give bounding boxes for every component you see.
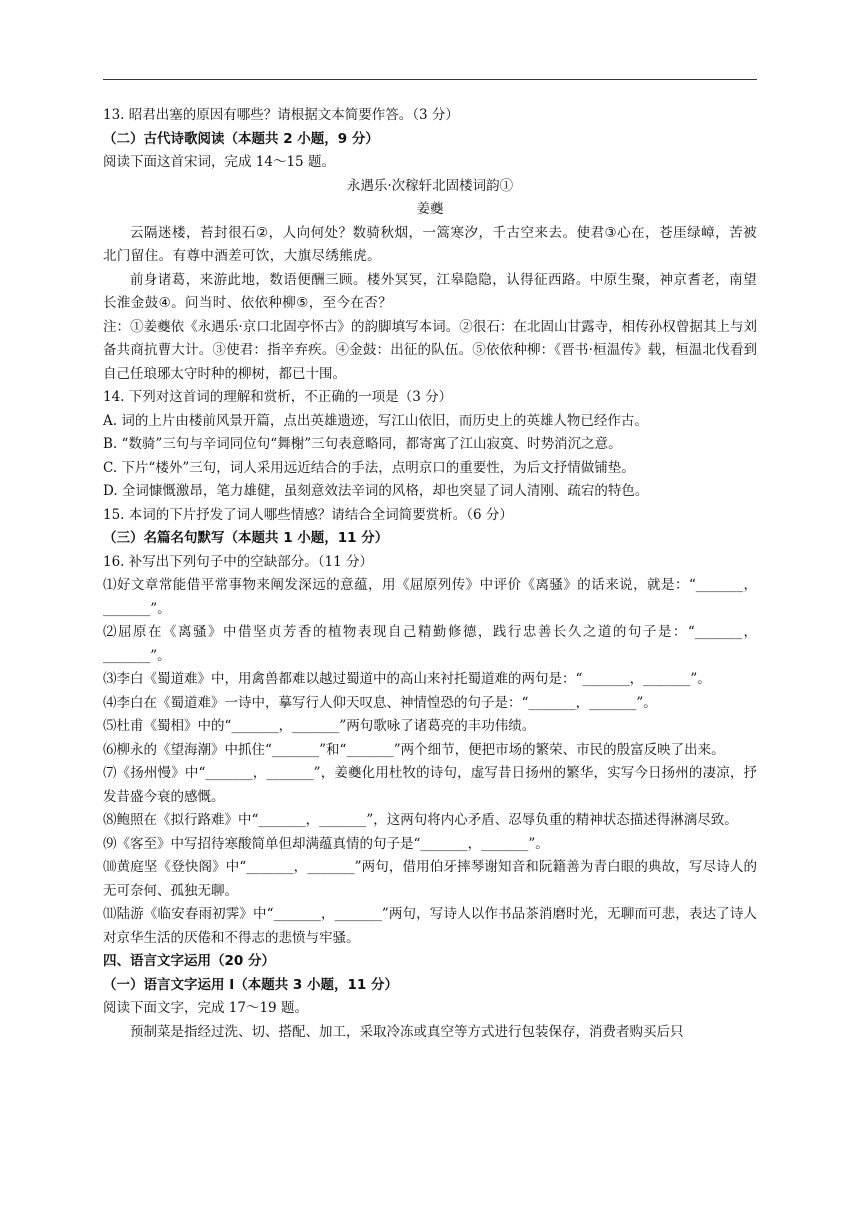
- dictation-item-1: ⑴好文章常能借平常事物来阐发深远的意蕴，用《屈原列传》中评价《离骚》的话来说，就是：“_______，_______”。: [103, 577, 757, 617]
- header-rule: [103, 79, 757, 80]
- poem-title: 永遇乐·次稼轩北固楼词韵①: [346, 177, 514, 194]
- poem-author: 姜夔: [416, 201, 444, 217]
- section-ancient-poetry-intro: 阅读下面这首宋词，完成 14～15 题。: [103, 154, 335, 170]
- section-language-use-header: 四、语言文字运用（20 分）: [103, 953, 275, 969]
- question-14-option-b: B. “数骑”三句与辛词同位句“舞榭”三句表意略同，都寄寓了江山寂寞、时势消沉之意。: [103, 436, 622, 452]
- passage-prepared-food: 预制菜是指经过洗、切、搭配、加工，采取冷冻或真空等方式进行包装保存，消费者购买后只: [130, 1023, 684, 1040]
- dictation-item-3: ⑶李白《蜀道难》中，用禽兽都难以越过蜀道中的高山来衬托蜀道难的两句是：“_______，_______”。: [103, 671, 711, 687]
- dictation-item-8: ⑻鲍照在《拟行路难》中“_______，_______”，这两句将内心矛盾、忍辱负重的精神状态描述得淋漓尽致。: [103, 812, 738, 828]
- subsection-language-use-1-intro: 阅读下面文字，完成 17～19 题。: [103, 1000, 308, 1016]
- dictation-item-5: ⑸杜甫《蜀相》中的“_______，_______”两句歌咏了诸葛亮的丰功伟绩。: [103, 718, 536, 734]
- poem-stanza-2: 前身诸葛，来游此地，数语便酬三顾。楼外冥冥，江皋隐隐，认得征西路。中原生聚，神京耆老，南望长淮金鼓④。问当时、依依种柳⑤，至今在否？: [103, 271, 757, 311]
- section-ancient-poetry-header: （二）古代诗歌阅读（本题共 2 小题，9 分）: [103, 130, 379, 147]
- question-13: 13. 昭君出塞的原因有哪些？请根据文本简要作答。（3 分）: [103, 107, 459, 123]
- dictation-item-4: ⑷李白在《蜀道难》一诗中，摹写行人仰天叹息、神情惶恐的句子是：“_______，_______”。: [103, 694, 657, 711]
- subsection-language-use-1-header: （一）语言文字运用 Ⅰ（本题共 3 小题，11 分）: [103, 976, 399, 993]
- poem-stanza-1: 云隔迷楼，苔封很石②，人向何处？数骑秋烟，一篙寒汐，千古空来去。使君③心在，苍厓绿嶂，苦被北门留住。有尊中酒差可饮，大旗尽绣熊虎。: [103, 224, 757, 264]
- question-14-option-a: A. 词的上片由楼前风景开篇，点出英雄遗迹，写江山依旧，而历史上的英雄人物已经作古。: [103, 412, 648, 429]
- poem-notes: 注：①姜夔依《永遇乐·京口北固亭怀古》的韵脚填写本词。②很石：在北固山甘露寺，相传孙权曾据其上与刘备共商抗曹大计。③使君：指辛弃疾。④金鼓：出征的队伍。⑤依依种柳：《晋书·桓温传》载，桓温北伐看到自己任琅琊太守时种的柳树，都已十围。: [103, 318, 757, 382]
- dictation-item-11: ⑾陆游《临安春雨初霁》中“_______，_______”两句，写诗人以作书品茶消磨时光，无聊而可悲，表达了诗人对京华生活的厌倦和不得志的悲愤与牢骚。: [103, 906, 757, 946]
- question-16: 16. 补写出下列句子中的空缺部分。（11 分）: [103, 553, 373, 570]
- dictation-item-10: ⑽黄庭坚《登快阁》中“_______，_______”两句，借用伯牙摔琴谢知音和阮籍善为青白眼的典故，写尽诗人的无可奈何、孤独无聊。: [103, 859, 757, 899]
- question-14: 14. 下列对这首词的理解和赏析，不正确的一项是（3 分）: [103, 389, 453, 405]
- dictation-item-9: ⑼《客至》中写招待寒酸简单但却满蕴真情的句子是“_______，_______”。: [103, 835, 549, 852]
- dictation-item-7: ⑺《扬州慢》中“_______，_______”，姜夔化用杜牧的诗句，虚写昔日扬州的繁华，实写今日扬州的凄凉，抒发昔盛今衰的感慨。: [103, 765, 757, 805]
- dictation-item-2: ⑵屈原在《离骚》中借坚贞芳香的植物表现自己精勤修德，践行忠善长久之道的句子是：“_______，_______”。: [103, 624, 757, 664]
- question-14-option-c: C. 下片“楼外”三句，词人采用远近结合的手法，点明京口的重要性，为后文抒情做铺垫。: [103, 459, 635, 476]
- exam-page-content: [103, 104, 757, 1044]
- dictation-item-6: ⑹柳永的《望海潮》中抓住“_______”和“_______”两个细节，便把市场的繁荣、市民的殷富反映了出来。: [103, 741, 725, 758]
- question-15: 15. 本词的下片抒发了词人哪些情感？请结合全词简要赏析。（6 分）: [103, 506, 513, 523]
- question-14-option-d: D. 全词慷慨激昂，笔力雄健，虽刻意效法辛词的风格，却也突显了词人清刚、疏宕的特色。: [103, 483, 649, 499]
- section-dictation-header: （三）名篇名句默写（本题共 1 小题，11 分）: [103, 530, 389, 546]
